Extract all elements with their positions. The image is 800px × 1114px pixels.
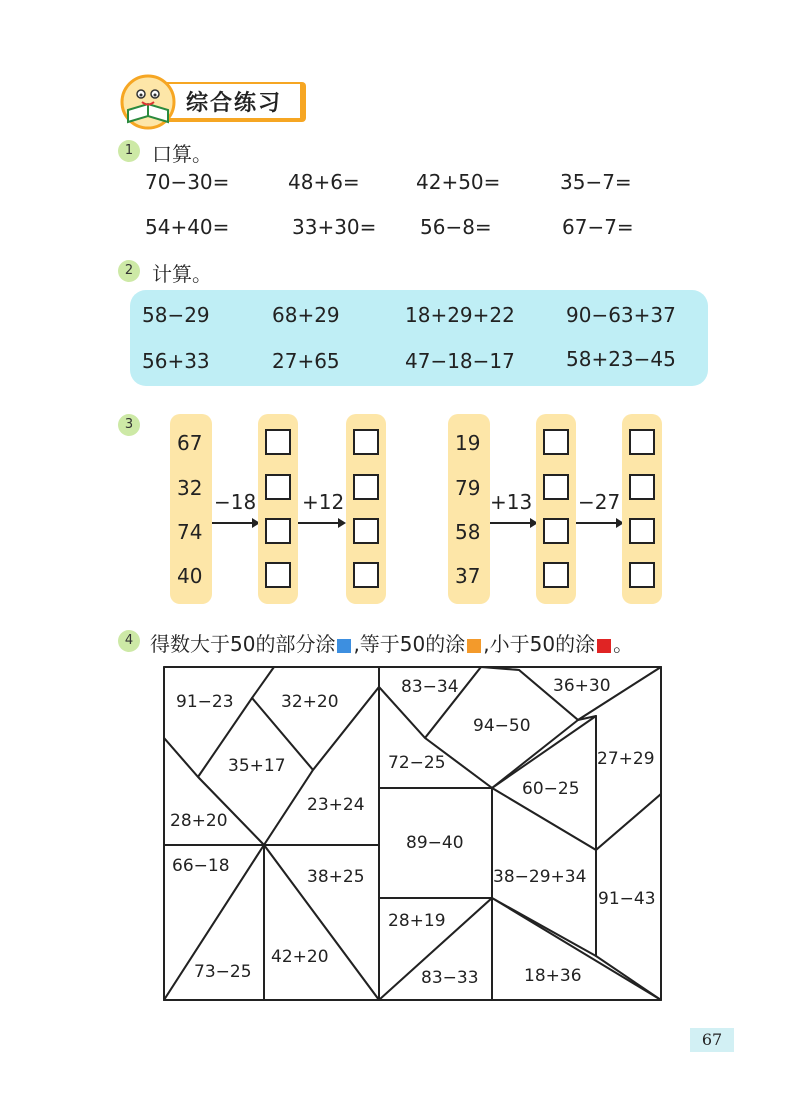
piece-expression: 28+20 [170, 811, 228, 831]
question-2-title: 计算。 [152, 262, 212, 286]
arrow-right-icon [298, 516, 346, 530]
start-value: 58 [455, 520, 481, 544]
piece-expression: 27+29 [597, 749, 655, 769]
answer-box[interactable] [629, 562, 655, 588]
instruction-text: ,等于50的涂 [353, 632, 466, 656]
piece-expression: 91−43 [598, 889, 656, 909]
piece-expression: 83−33 [421, 968, 479, 988]
q1-expression: 67−7= [562, 215, 634, 239]
q2-expression: 47−18−17 [405, 349, 515, 373]
piece-expression: 94−50 [473, 716, 531, 736]
piece-expression: 73−25 [194, 962, 252, 982]
answer-box[interactable] [629, 474, 655, 500]
answer-box[interactable] [265, 429, 291, 455]
q2-expression: 58+23−45 [566, 347, 676, 371]
answer-box[interactable] [543, 562, 569, 588]
red-swatch [597, 639, 611, 653]
start-value: 40 [177, 564, 203, 588]
arrow-right-icon [576, 516, 624, 530]
answer-box[interactable] [543, 518, 569, 544]
answer-box[interactable] [353, 429, 379, 455]
arrow-right-icon [212, 516, 260, 530]
answer-box[interactable] [265, 562, 291, 588]
q2-expression: 90−63+37 [566, 303, 676, 327]
page-number: 67 [690, 1028, 734, 1052]
piece-expression: 72−25 [388, 753, 446, 773]
question-4-instruction [150, 628, 633, 657]
piece-expression: 83−34 [401, 677, 459, 697]
start-value: 37 [455, 564, 481, 588]
q2-expression: 27+65 [272, 349, 340, 373]
arrow-right-icon [490, 516, 538, 530]
piece-expression: 42+20 [271, 947, 329, 967]
book-mascot-icon [118, 74, 178, 132]
operation-label: +12 [302, 490, 345, 514]
answer-box[interactable] [353, 518, 379, 544]
answer-box[interactable] [629, 429, 655, 455]
q2-expression: 56+33 [142, 349, 210, 373]
start-value: 67 [177, 431, 203, 455]
q1-expression: 48+6= [288, 170, 360, 194]
start-value: 74 [177, 520, 203, 544]
piece-expression: 38+25 [307, 867, 365, 887]
section-title: 综合练习 [186, 91, 283, 116]
piece-expression: 91−23 [176, 692, 234, 712]
q2-expression: 68+29 [272, 303, 340, 327]
answer-box[interactable] [265, 518, 291, 544]
answer-box[interactable] [543, 429, 569, 455]
instruction-text: 得数大于50的部分涂 [150, 632, 336, 656]
answer-box[interactable] [353, 562, 379, 588]
piece-expression: 60−25 [522, 779, 580, 799]
q1-expression: 35−7= [560, 170, 632, 194]
piece-expression: 38−29+34 [493, 867, 587, 887]
q2-expression: 18+29+22 [405, 303, 515, 327]
start-value: 79 [455, 476, 481, 500]
start-value: 19 [455, 431, 481, 455]
q1-expression: 56−8= [420, 215, 492, 239]
question-1-title: 口算。 [152, 142, 212, 166]
operation-label: +13 [490, 490, 533, 514]
orange-swatch [467, 639, 481, 653]
answer-box[interactable] [543, 474, 569, 500]
answer-box[interactable] [629, 518, 655, 544]
piece-expression: 89−40 [406, 833, 464, 853]
q1-expression: 70−30= [145, 170, 230, 194]
piece-expression: 18+36 [524, 966, 582, 986]
start-value: 32 [177, 476, 203, 500]
question-2-number: 2 [118, 260, 140, 282]
piece-expression: 23+24 [307, 795, 365, 815]
blue-swatch [337, 639, 351, 653]
q2-expression: 58−29 [142, 303, 210, 327]
q1-expression: 54+40= [145, 215, 230, 239]
q1-expression: 42+50= [416, 170, 501, 194]
question-1-number: 1 [118, 140, 140, 162]
piece-expression: 32+20 [281, 692, 339, 712]
answer-box[interactable] [265, 474, 291, 500]
q1-expression: 33+30= [292, 215, 377, 239]
piece-expression: 36+30 [553, 676, 611, 696]
operation-label: −27 [578, 490, 621, 514]
piece-expression: 28+19 [388, 911, 446, 931]
question-3-number: 3 [118, 414, 140, 436]
instruction-text: ,小于50的涂 [483, 632, 596, 656]
instruction-text: 。 [613, 632, 634, 656]
piece-expression: 66−18 [172, 856, 230, 876]
question-4-number: 4 [118, 630, 140, 652]
answer-box[interactable] [353, 474, 379, 500]
piece-expression: 35+17 [228, 756, 286, 776]
operation-label: −18 [214, 490, 257, 514]
